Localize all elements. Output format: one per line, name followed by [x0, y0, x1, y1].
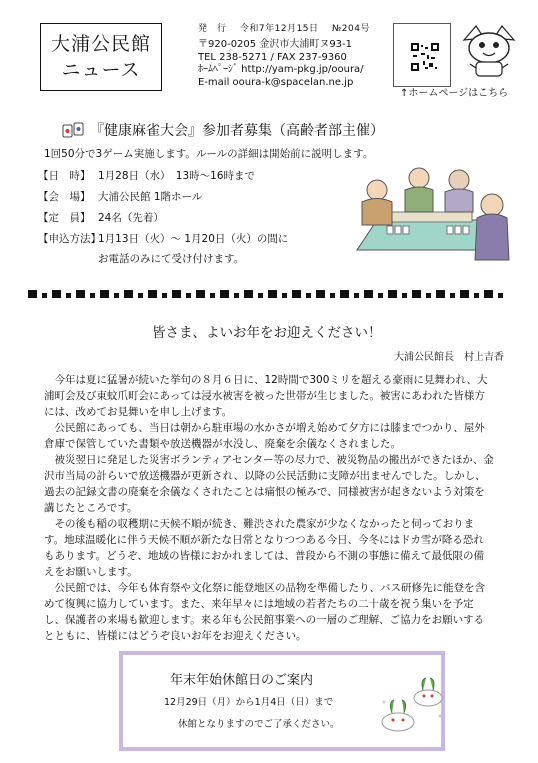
notice-dates: 12月29日（月）から1月4日（日）まで: [164, 697, 334, 708]
qr-code-icon[interactable]: [411, 43, 439, 71]
notice-message: 休館となりますのでご了承ください。: [178, 719, 340, 730]
row-label: 【会 場】: [38, 191, 91, 203]
mahjong-intro: 1回50分で3ゲーム実施します。ルールの詳細は開始前に説明します。: [44, 148, 374, 160]
tel-fax: TEL 238-5271 / FAX 237-9360: [198, 51, 347, 63]
row-label: 【定 員】: [38, 212, 91, 224]
row-label: 【申込方法】: [38, 233, 101, 245]
contact-info: [198, 39, 364, 89]
row-value: 24名（先着）: [98, 212, 164, 224]
snow-rabbit-icon: [376, 672, 448, 734]
newsletter-title: [40, 23, 162, 91]
greeting-paragraph: 公民館では、今年も体育祭や文化祭に能登地区の品物を準備したり、バス研修先に能登を含めて復興に協力しています。また、来年早々には地域の若者たちの二十歳を祝う集いを予定し、保護者の来場も歓迎します。来る年も公民館事業への一層のご理解、ご協力をお願いするとともに、皆様にはどうぞ良いお年をお迎えください。: [44, 582, 485, 642]
greeting-signature: 大浦公民館長 村上吉香: [394, 352, 504, 363]
issue-label: 発 行: [198, 24, 227, 34]
email-address[interactable]: E-mail ooura-k@spacelan.ne.jp: [198, 76, 354, 88]
greeting-body: [44, 372, 494, 644]
row-value: 1月13日（火）～ 1月20日（火）の間に: [98, 233, 289, 245]
row-value: 1月28日（水） 13時～16時まで: [98, 170, 256, 182]
homepage-url[interactable]: ﾎｰﾑﾍﾟｰｼﾞ http://yam-pkg.jp/ooura/: [198, 64, 364, 75]
issue-info: [198, 21, 380, 34]
title-line-1: 大浦公民館: [50, 33, 151, 55]
mahjong-players-illustration: [347, 150, 517, 270]
greeting-paragraph: 公民館にあっても、当日は朝から駐車場の水かさが増え始めて夕方には膝までつかり、屋外倉庫で保管していた書類や放送機器が水没し、廃棄を余儀なくされました。: [44, 422, 485, 450]
mahjong-tile-icon: [62, 122, 86, 138]
homepage-note: ↑ホームページはこちら: [400, 88, 509, 99]
row-value: 大浦公民館 1階ホール: [98, 191, 203, 203]
row-value: お電話のみにて受け付けます。: [98, 253, 245, 265]
greeting-paragraph: 被災翌日に発足した災害ボランティアセンター等の尽力で、被災物品の搬出ができたほか、金沢市当局の計らいで放送機器が更新され、以降の公民活動に支障が出ませんでした。しかし、過去の記録文書の廃棄を余儀なくされたことは痛恨の極みで、同様被害が起きないよう対策を講じたところです。: [44, 454, 494, 514]
dotted-divider: [28, 284, 512, 304]
greeting-title: 皆さま、よいお年をお迎えください！: [152, 325, 382, 341]
issue-date: 令和7年12月15日: [239, 24, 319, 34]
title-line-2: ニュース: [61, 59, 141, 81]
postal-address: 〒920-0205 金沢市大浦町ヌ93-1: [198, 39, 353, 50]
greeting-paragraph: 今年は夏に猛暑が続いた挙句の８月６日に、12時間で300ミリを超える豪雨に見舞われ、大浦町会及び東蚊爪町会にあっては浸水被害を被った世帯が生じました。被害にあわれた皆様方には、改めてお見舞いを申し上げます。: [44, 374, 488, 418]
greeting-paragraph: その後も稲の収穫期に天候不順が続き、難渋された農家が少なくなかったと伺っております。地球温暖化に伴う天候不順が新たな日常となりつつある今日、今冬にはドカ雪が降る恐れもあります。どうぞ、地域の皆様におかれましては、普段から不測の事態に備えて最低限の備えをお願いします。: [44, 518, 484, 578]
mascot-logo-icon: [456, 18, 522, 82]
issue-number: №204号: [331, 24, 370, 34]
mahjong-heading: 『健康麻雀大会』参加者募集（高齢者部主催）: [90, 123, 384, 139]
notice-title: 年末年始休館日のご案内: [170, 673, 314, 688]
row-label: 【日 時】: [38, 170, 91, 182]
